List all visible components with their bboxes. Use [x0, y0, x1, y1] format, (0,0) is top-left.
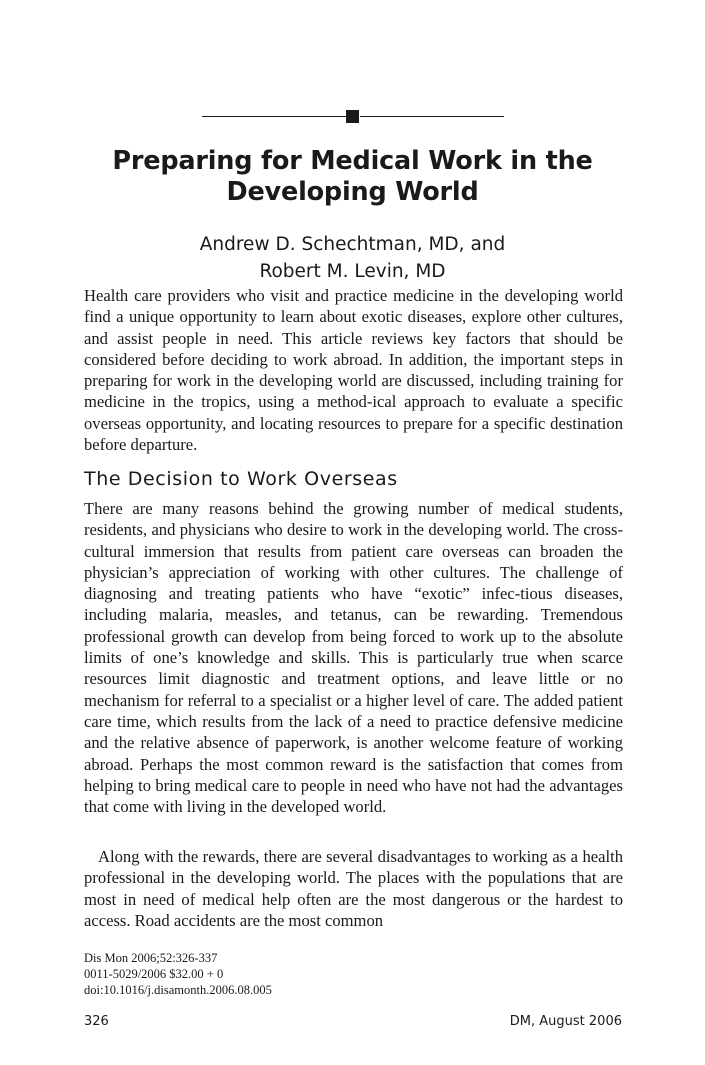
footnote-journal: Dis Mon 2006;52:326-337 — [84, 951, 218, 965]
author-line: Robert M. Levin, MD — [259, 261, 446, 282]
title-ornament — [202, 108, 504, 126]
author-line: Andrew D. Schechtman, MD, and — [199, 234, 506, 255]
body-paragraph-2: Along with the rewards, there are several disadvantages to working as a health professional in the developing world. The places with the populations that are most in need of medical help often are the most dangerous or the hardest to access. Road accidents are the most common — [84, 847, 623, 930]
article-authors — [84, 231, 621, 285]
page-number: 326 — [84, 1014, 109, 1029]
article-title — [84, 146, 621, 208]
title-line: Preparing for Medical Work in the — [112, 146, 593, 176]
ornament-square-icon — [346, 110, 359, 123]
title-line: Developing World — [226, 177, 479, 207]
running-footer: DM, August 2006 — [509, 1014, 622, 1029]
ornament-rule-left — [202, 116, 346, 117]
ornament-rule-right — [360, 116, 504, 117]
footnote-issn: 0011-5029/2006 $32.00 + 0 — [84, 967, 224, 981]
section-heading: The Decision to Work Overseas — [84, 468, 398, 490]
abstract-paragraph: Health care providers who visit and practice medicine in the developing world find a unique opportunity to learn about exotic diseases, explore other cultures, and assist people in need. This article reviews key factors that should be considered before deciding to work abroad. In addition, the important steps in preparing for work in the developing world are discussed, including training for medicine in the tropics, using a method-ical approach to evaluate a specific overseas opportunity, and locating resources to prepare for a specific destination before departure. — [84, 286, 623, 455]
citation-footnote — [84, 950, 484, 998]
footnote-doi: doi:10.1016/j.disamonth.2006.08.005 — [84, 983, 272, 997]
body-paragraph-1: There are many reasons behind the growing number of medical students, residents, and physicians who desire to work in the developing world. The cross-cultural immersion that results from patient care overseas can broaden the physician’s appreciation of working with other cultures. The challenge of diagnosing and treating patients who have “exotic” infec-tious diseases, including malaria, measles, and tetanus, can be rewarding. Tremendous professional growth can develop from being forced to work up to the absolute limits of one’s knowledge and skills. This is particularly true when scarce resources limit diagnostic and treatment options, and leave little or no mechanism for referral to a specialist or a higher level of care. The added patient care time, which results from the lack of a need to practice defensive medicine and the relative absence of paperwork, is another welcome feature of working abroad. Perhaps the most common reward is the satisfaction that comes from helping to bring medical care to people in need who have not had the advantages that come with living in the developed world. — [84, 499, 623, 817]
